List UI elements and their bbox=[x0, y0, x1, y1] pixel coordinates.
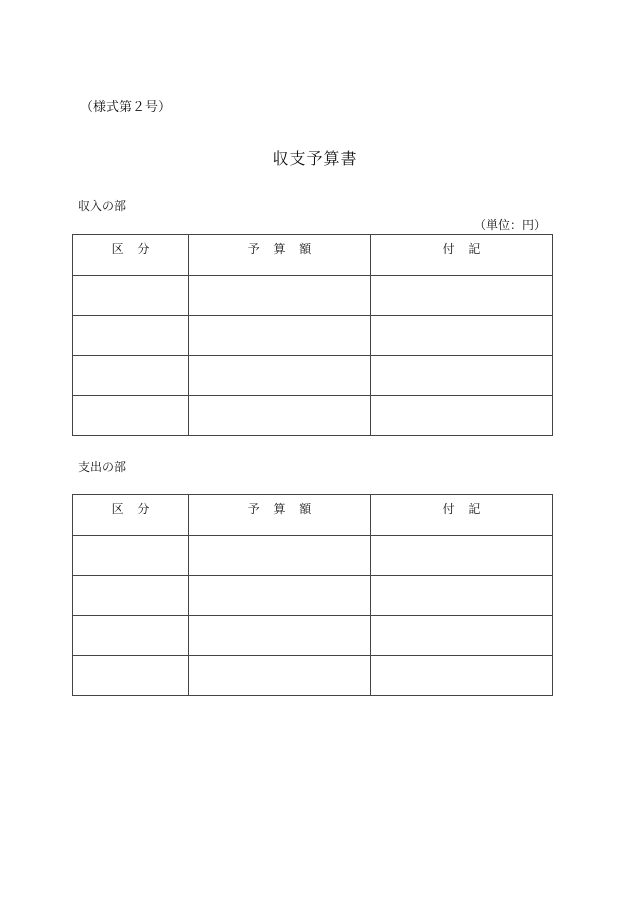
table-row bbox=[73, 536, 553, 576]
budget-amount-cell bbox=[189, 396, 371, 436]
table-row bbox=[73, 656, 553, 696]
expense-table bbox=[72, 494, 553, 696]
header-category: 区 分 bbox=[73, 235, 189, 276]
category-cell bbox=[73, 576, 189, 616]
budget-amount-cell bbox=[189, 576, 371, 616]
income-header-row bbox=[73, 235, 553, 276]
header-budget-amount: 予 算 額 bbox=[189, 235, 371, 276]
budget-amount-cell bbox=[189, 616, 371, 656]
notes-cell bbox=[371, 576, 553, 616]
header-notes: 付 記 bbox=[371, 235, 553, 276]
expense-section-label: 支出の部 bbox=[78, 460, 127, 474]
budget-amount-cell bbox=[189, 276, 371, 316]
table-row bbox=[73, 396, 553, 436]
category-cell bbox=[73, 356, 189, 396]
header-budget-amount: 予 算 額 bbox=[189, 495, 371, 536]
category-cell bbox=[73, 656, 189, 696]
category-cell bbox=[73, 316, 189, 356]
table-row bbox=[73, 316, 553, 356]
notes-cell bbox=[371, 536, 553, 576]
header-category: 区 分 bbox=[73, 495, 189, 536]
category-cell bbox=[73, 536, 189, 576]
income-section-label: 収入の部 bbox=[78, 199, 127, 213]
table-row bbox=[73, 356, 553, 396]
budget-amount-cell bbox=[189, 316, 371, 356]
table-row bbox=[73, 616, 553, 656]
category-cell bbox=[73, 276, 189, 316]
category-cell bbox=[73, 396, 189, 436]
budget-amount-cell bbox=[189, 536, 371, 576]
income-table bbox=[72, 234, 553, 436]
notes-cell bbox=[371, 316, 553, 356]
form-number: （様式第２号） bbox=[80, 100, 172, 115]
budget-amount-cell bbox=[189, 656, 371, 696]
expense-header-row bbox=[73, 495, 553, 536]
document-title: 収支予算書 bbox=[272, 149, 358, 168]
unit-note: （単位：円） bbox=[473, 218, 546, 232]
table-row bbox=[73, 276, 553, 316]
table-row bbox=[73, 576, 553, 616]
notes-cell bbox=[371, 656, 553, 696]
header-notes: 付 記 bbox=[371, 495, 553, 536]
notes-cell bbox=[371, 616, 553, 656]
category-cell bbox=[73, 616, 189, 656]
notes-cell bbox=[371, 276, 553, 316]
notes-cell bbox=[371, 396, 553, 436]
notes-cell bbox=[371, 356, 553, 396]
budget-amount-cell bbox=[189, 356, 371, 396]
